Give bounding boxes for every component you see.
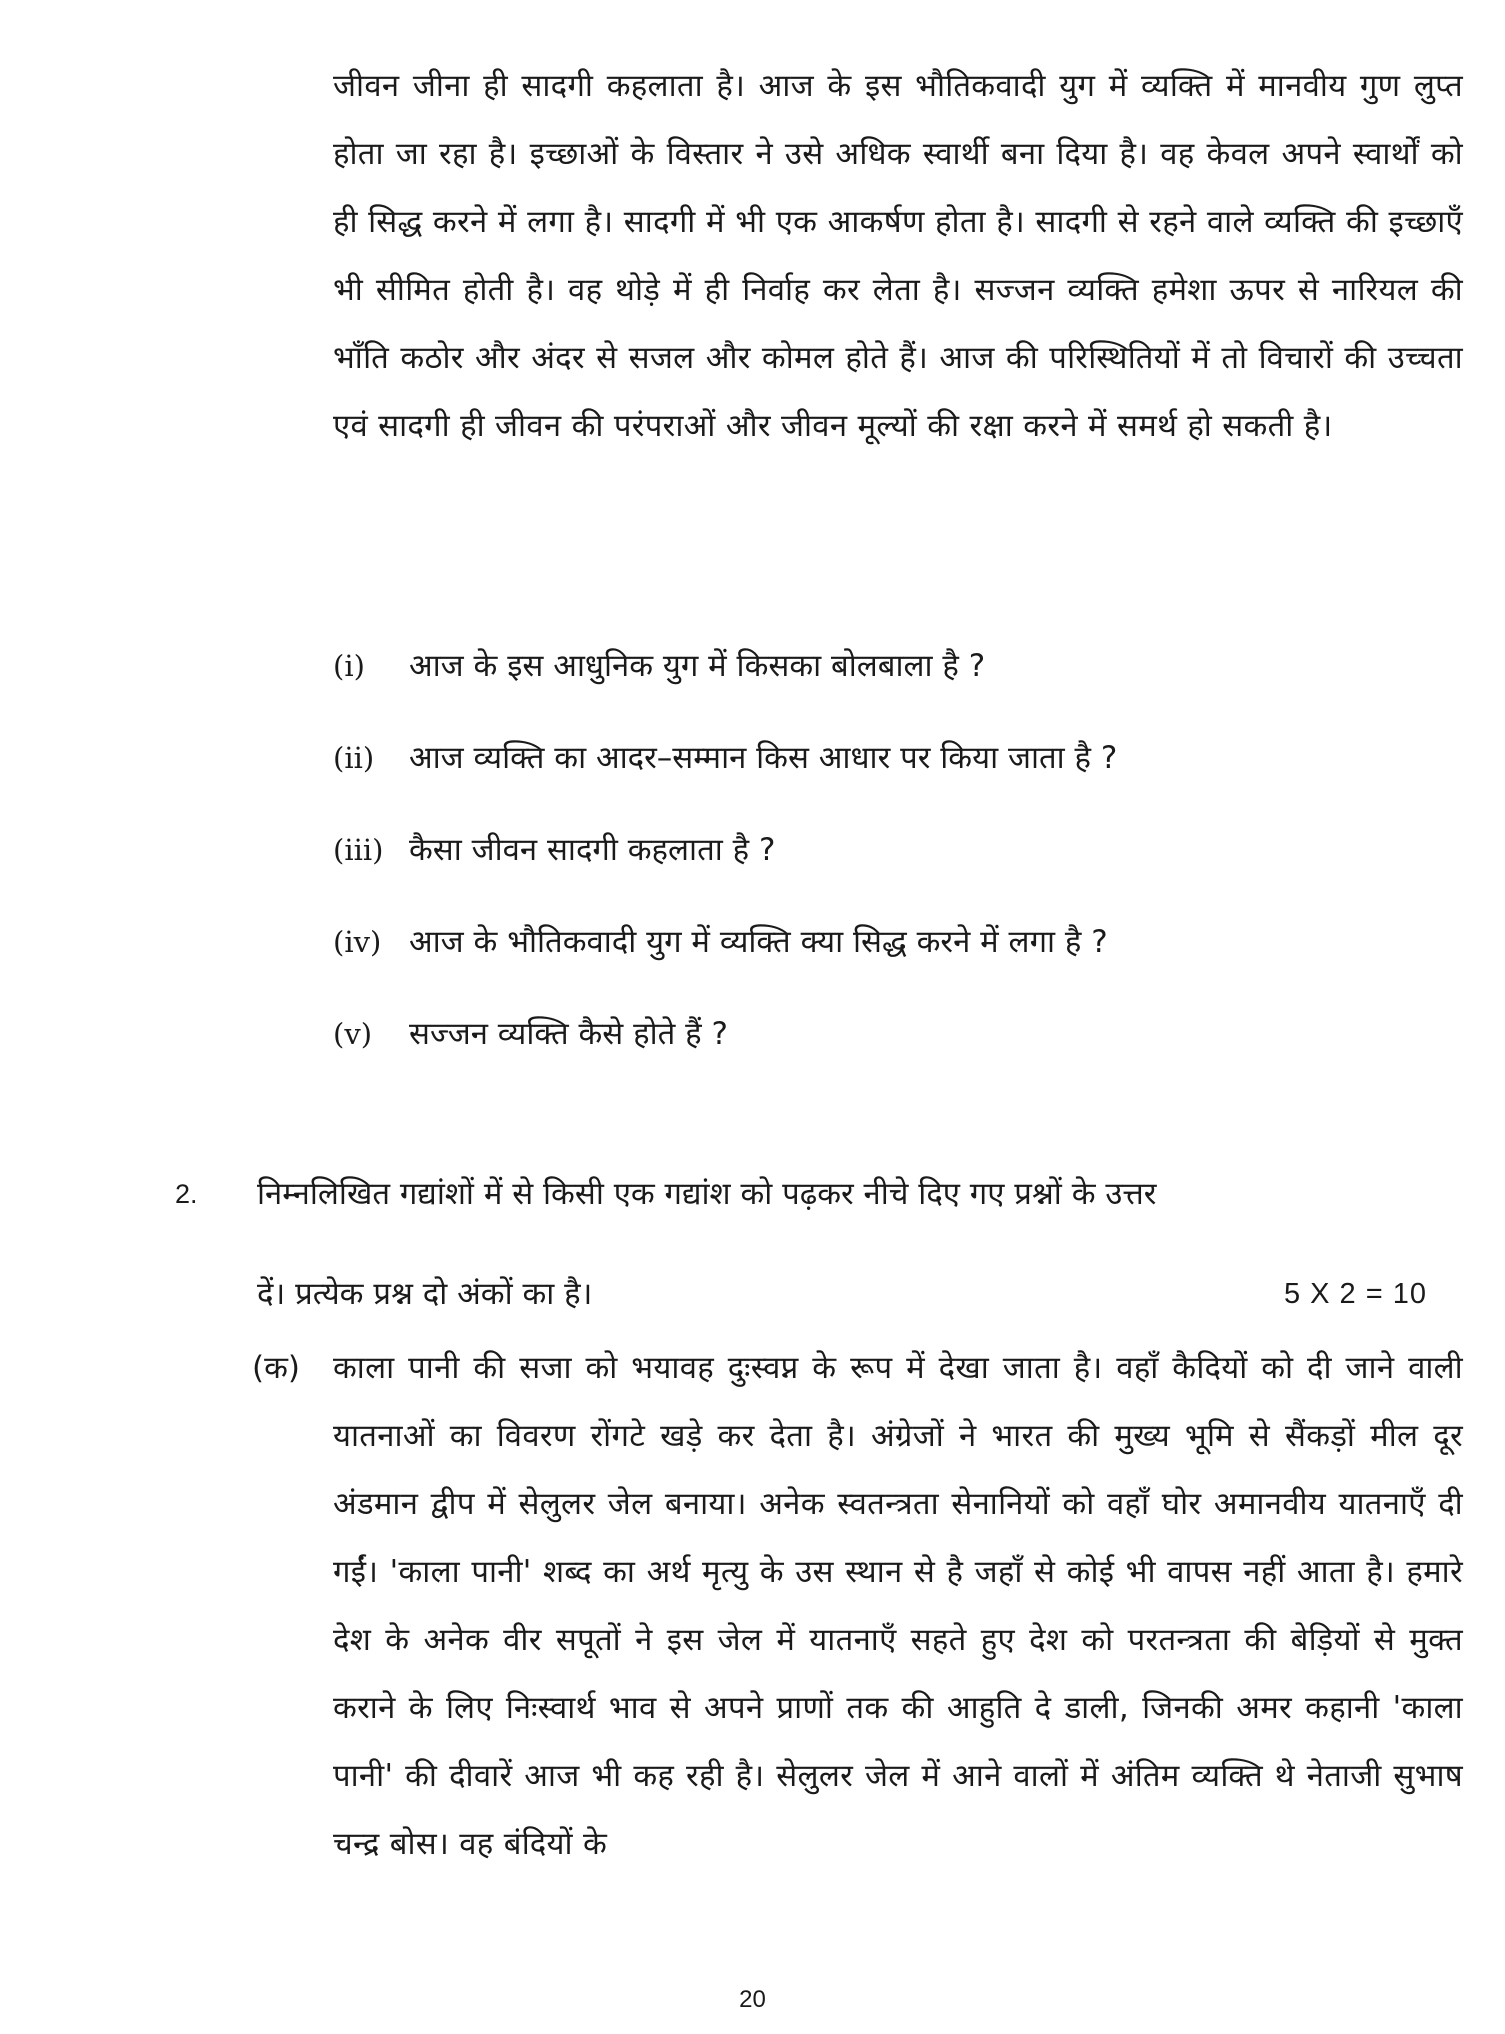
- passage-label: (क): [252, 1350, 300, 1386]
- question-item: [333, 908, 1463, 1000]
- question-text: कैसा जीवन सादगी कहलाता है ?: [409, 832, 776, 868]
- question-text: आज के इस आधुनिक युग में किसका बोलबाला है ?: [409, 648, 986, 684]
- question-text: सज्जन व्यक्ति कैसे होते हैं ?: [409, 1016, 728, 1052]
- question-text: आज के भौतिकवादी युग में व्यक्ति क्या सिद्ध करने में लगा है ?: [409, 924, 1108, 960]
- instruction-continuation: दें। प्रत्येक प्रश्न दो अंकों का है।: [257, 1276, 593, 1312]
- question-item: [333, 724, 1463, 816]
- question-number: (iv): [333, 925, 382, 959]
- question-number: (iii): [333, 833, 384, 867]
- passage-ka-text: काला पानी की सजा को भयावह दुःस्वप्न के रूप में देखा जाता है। वहाँ कैदियों को दी जाने वाली यातनाओं का विवरण रोंगटे खड़े कर देता है। अंग्रेजों ने भारत की मुख्य भूमि से सैंकड़ों मील दूर अंडमान द्वीप में सेलुलर जेल बनाया। अनेक स्वतन्त्रता सेनानियों को वहाँ घोर अमानवीय यातनाएँ दी गईं। 'काला पानी' शब्द का अर्थ मृत्यु के उस स्थान से है जहाँ से कोई भी वापस नहीं आता है। हमारे देश के अनेक वीर सपूतों ने इस जेल में यातनाएँ सहते हुए देश को परतन्त्रता की बेड़ियों से मुक्त कराने के लिए निःस्वार्थ भाव से अपने प्राणों तक की आहुति दे डाली, जिनकी अमर कहानी 'काला पानी' की दीवारें आज भी कह रही है। सेलुलर जेल में आने वालों में अंतिम व्यक्ति थे नेताजी सुभाष चन्द्र बोस। वह बंदियों के: [333, 1350, 1463, 1862]
- passage-continuation: जीवन जीना ही सादगी कहलाता है। आज के इस भौतिकवादी युग में व्यक्ति में मानवीय गुण लुप्त होता जा रहा है। इच्छाओं के विस्तार ने उसे अधिक स्वार्थी बना दिया है। वह केवल अपने स्वार्थों को ही सिद्ध करने में लगा है। सादगी में भी एक आकर्षण होता है। सादगी से रहने वाले व्यक्ति की इच्छाएँ भी सीमित होती है। वह थोड़े में ही निर्वाह कर लेता है। सज्जन व्यक्ति हमेशा ऊपर से नारियल की भाँति कठोर और अंदर से सजल और कोमल होते हैं। आज की परिस्थितियों में तो विचारों की उच्चता एवं सादगी ही जीवन की परंपराओं और जीवन मूल्यों की रक्षा करने में समर्थ हो सकती है।: [333, 68, 1463, 444]
- section-instruction: निम्नलिखित गद्यांशों में से किसी एक गद्यांश को पढ़कर नीचे दिए गए प्रश्नों के उत्तर: [257, 1176, 1157, 1212]
- page-number: 20: [739, 1986, 766, 2013]
- question-item: [333, 1000, 1463, 1092]
- question-list: [333, 632, 1463, 1092]
- question-text: आज व्यक्ति का आदर–सम्मान किस आधार पर किया जाता है ?: [409, 740, 1118, 776]
- question-item: [333, 816, 1463, 908]
- marks-allocation: 5 X 2 = 10: [1283, 1278, 1427, 1310]
- question-number: (v): [333, 1017, 373, 1051]
- section-instruction-line2: [257, 1260, 1427, 1328]
- question-item: [333, 632, 1463, 724]
- question-number: (ii): [333, 741, 375, 775]
- question-number: (i): [333, 649, 365, 683]
- section-number: 2.: [175, 1179, 198, 1209]
